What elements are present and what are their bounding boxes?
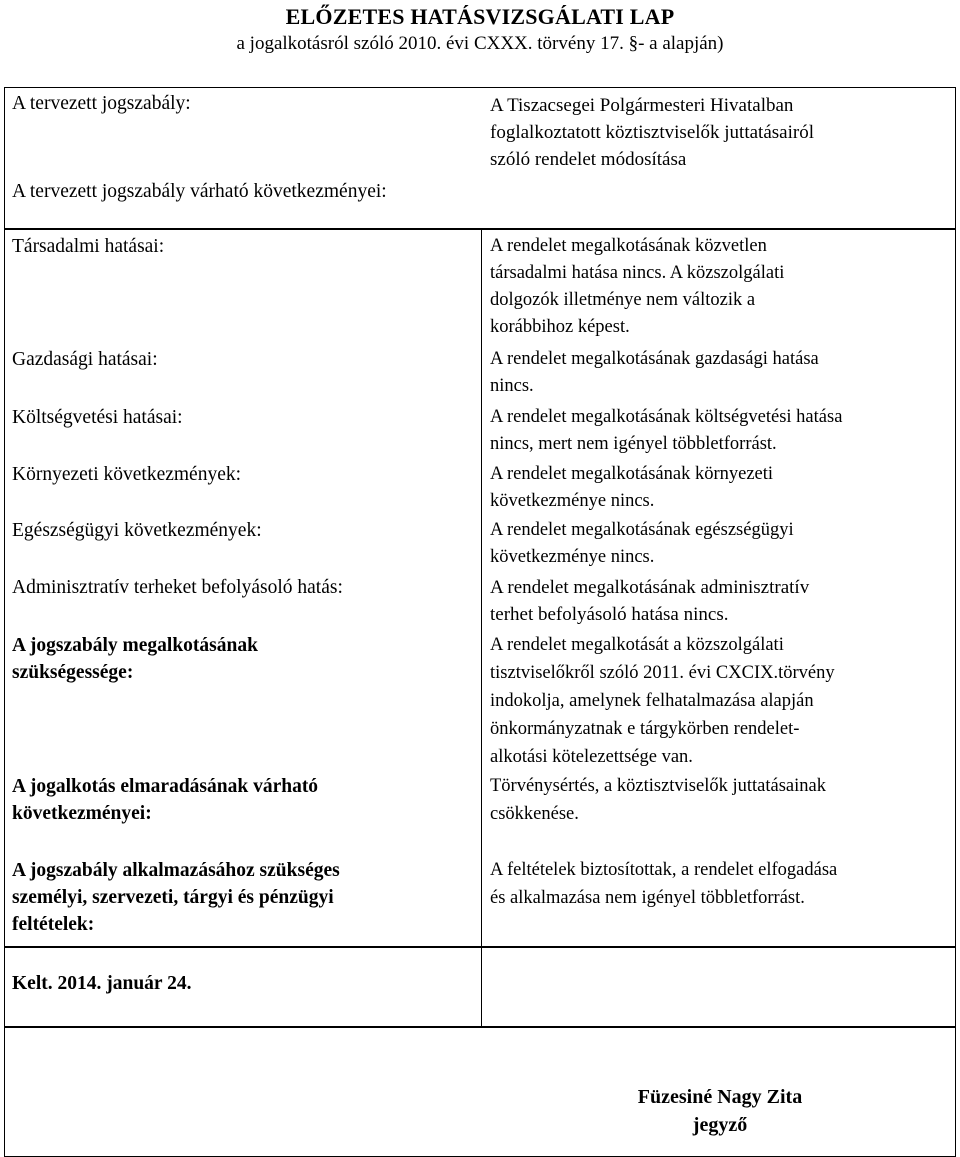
date-label: Kelt. 2014. január 24. bbox=[12, 973, 192, 994]
omission-consequences-line: csökkenése. bbox=[490, 804, 579, 824]
necessity-line: indokolja, amelynek felhatalmazása alapján bbox=[490, 691, 814, 711]
necessity-line: tisztviselőkről szóló 2011. évi CXCIX.törvény bbox=[490, 663, 835, 683]
necessity-label: A jogszabály megalkotásának bbox=[12, 635, 258, 656]
conditions-line: A feltételek biztosítottak, a rendelet elfogadása bbox=[490, 860, 838, 880]
signer-title: jegyző bbox=[692, 1114, 748, 1136]
planned-regulation-label: A tervezett jogszabály: bbox=[12, 93, 191, 114]
administrative-impact-line: A rendelet megalkotásának adminisztratív bbox=[490, 577, 810, 598]
conditions-label: személyi, szervezeti, tárgyi és pénzügyi bbox=[12, 887, 334, 908]
necessity-line: önkormányzatnak e tárgykörben rendelet- bbox=[490, 719, 800, 739]
health-impact-line: következménye nincs. bbox=[490, 547, 655, 567]
omission-consequences-label: A jogalkotás elmaradásának várható bbox=[12, 776, 319, 797]
conditions-label: A jogszabály alkalmazásához szükséges bbox=[12, 860, 340, 881]
impacts-table-divider bbox=[481, 229, 482, 947]
health-impact-line: A rendelet megalkotásának egészségügyi bbox=[490, 520, 794, 540]
conditions-label: feltételek: bbox=[12, 914, 95, 935]
budget-impact-line: nincs, mert nem igényel többletforrást. bbox=[490, 434, 777, 454]
page-title: ELŐZETES HATÁSVIZSGÁLATI LAP bbox=[285, 4, 675, 29]
budget-impact-line: A rendelet megalkotásának költségvetési hatása bbox=[490, 407, 843, 427]
planned-regulation-line: foglalkoztatott köztisztviselők juttatásairól bbox=[490, 122, 814, 143]
social-impact-label: Társadalmi hatásai: bbox=[12, 236, 165, 257]
social-impact-line: A rendelet megalkotásának közvetlen bbox=[490, 236, 767, 256]
environmental-impact-line: következménye nincs. bbox=[490, 491, 655, 511]
planned-regulation-line: szóló rendelet módosítása bbox=[490, 149, 687, 170]
economic-impact-line: nincs. bbox=[490, 376, 534, 396]
omission-consequences-line: Törvénysértés, a köztisztviselők juttatásainak bbox=[490, 776, 826, 796]
necessity-line: A rendelet megalkotását a közszolgálati bbox=[490, 635, 784, 655]
budget-impact-label: Költségvetési hatásai: bbox=[12, 407, 183, 428]
economic-impact-line: A rendelet megalkotásának gazdasági hatása bbox=[490, 349, 819, 369]
planned-regulation-line: A Tiszacsegei Polgármesteri Hivatalban bbox=[490, 95, 794, 116]
social-impact-line: dolgozók illetménye nem változik a bbox=[490, 290, 756, 310]
consequences-label: A tervezett jogszabály várható következményei: bbox=[12, 181, 387, 202]
environmental-impact-line: A rendelet megalkotásának környezeti bbox=[490, 464, 774, 484]
date-box-divider bbox=[481, 947, 482, 1027]
necessity-line: alkotási kötelezettsége van. bbox=[490, 747, 693, 767]
administrative-impact-line: terhet befolyásoló hatása nincs. bbox=[490, 604, 729, 625]
omission-consequences-label: következményei: bbox=[12, 803, 152, 824]
signer-name: Füzesiné Nagy Zita bbox=[637, 1086, 803, 1108]
page-subtitle: a jogalkotásról szóló 2010. évi CXXX. törvény 17. §- a alapján) bbox=[236, 33, 724, 54]
social-impact-line: társadalmi hatása nincs. A közszolgálati bbox=[490, 263, 785, 283]
necessity-label: szükségessége: bbox=[12, 662, 134, 683]
environmental-impact-label: Környezeti következmények: bbox=[12, 464, 242, 485]
conditions-line: és alkalmazása nem igényel többletforrást. bbox=[490, 888, 805, 908]
health-impact-label: Egészségügyi következmények: bbox=[12, 520, 262, 541]
economic-impact-label: Gazdasági hatásai: bbox=[12, 349, 158, 370]
administrative-impact-label: Adminisztratív terheket befolyásoló hatás: bbox=[12, 577, 343, 598]
social-impact-line: korábbihoz képest. bbox=[490, 317, 630, 337]
